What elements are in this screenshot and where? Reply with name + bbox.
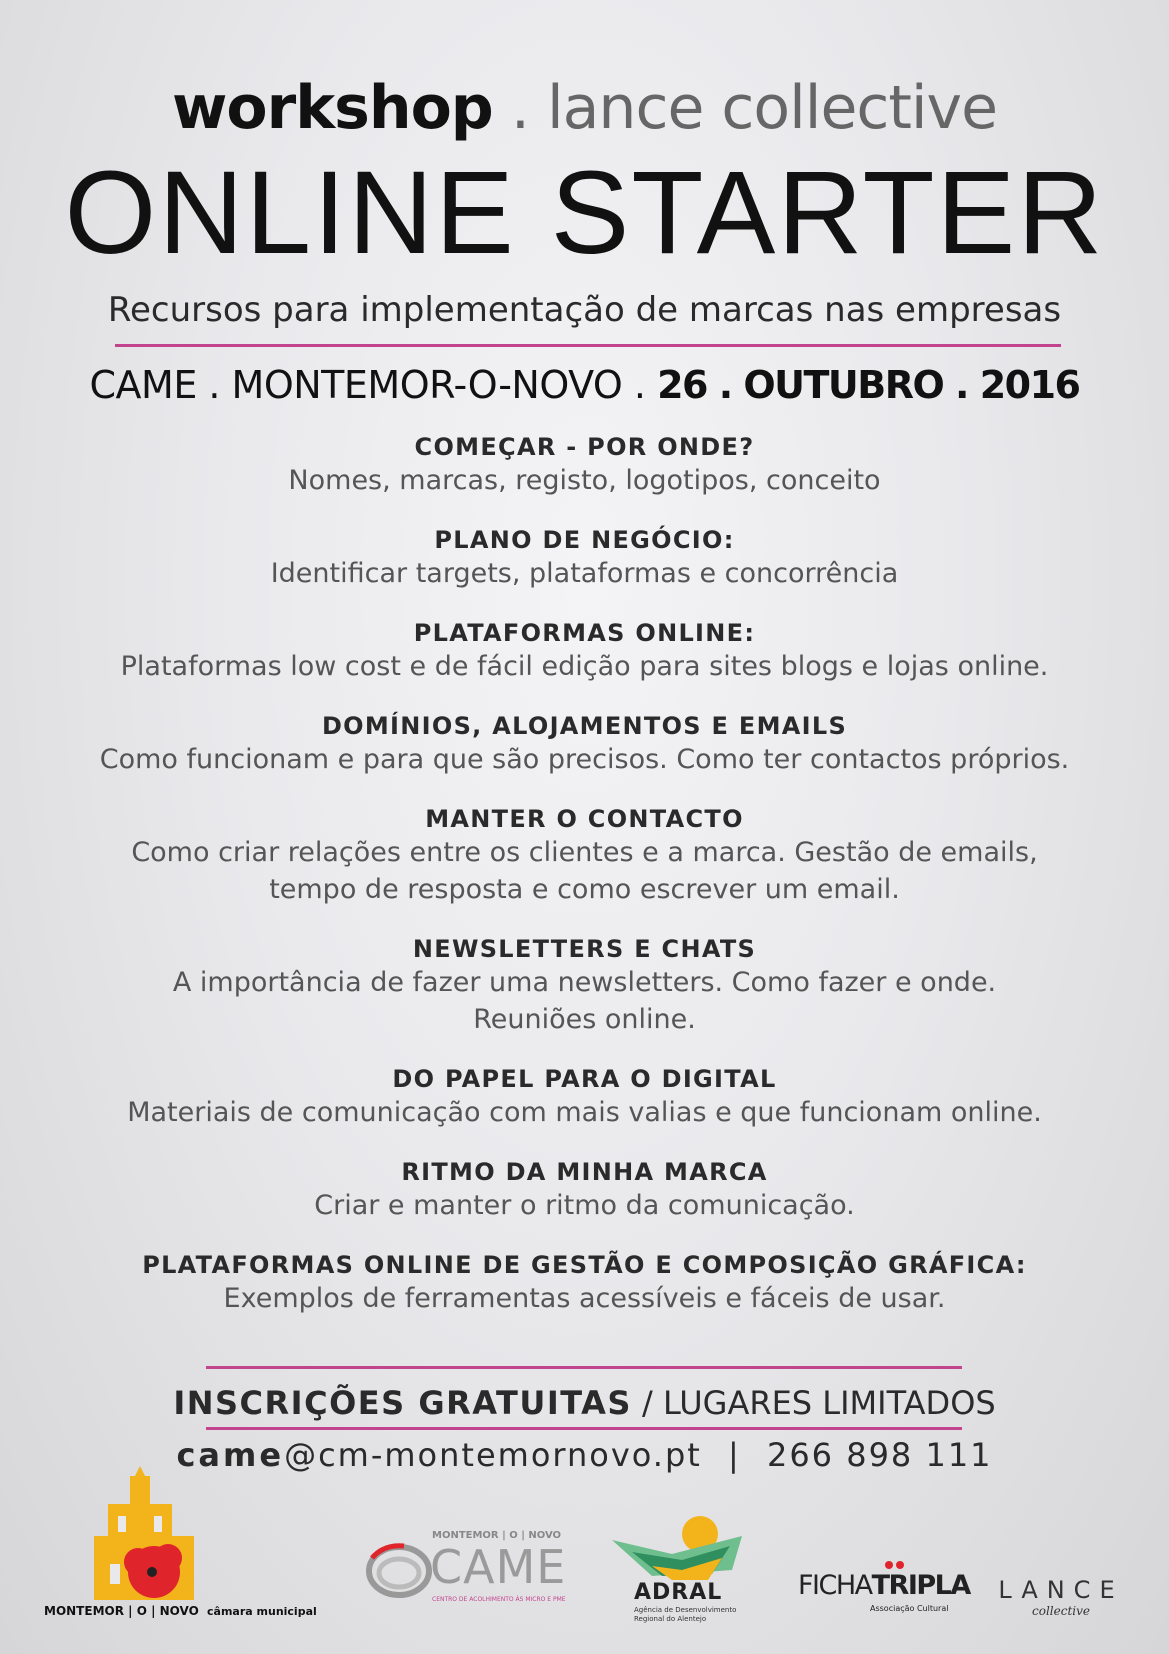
came-swirl-icon	[364, 1536, 434, 1606]
brand-name: lance collective	[546, 73, 997, 143]
workshop-word: workshop	[172, 73, 493, 143]
topic-description: Como funcionam e para que são precisos. Como ter contactos próprios.	[99, 744, 1070, 775]
topic-description: A importância de fazer uma newsletters. Como fazer e onde.	[172, 967, 997, 998]
workshop-headline	[0, 72, 1169, 144]
contact-phone[interactable]: 266 898 111	[766, 1436, 993, 1474]
topic-description: Identificar targets, plataformas e concorrência	[270, 558, 899, 589]
topic-item	[0, 525, 1169, 592]
came-tag: CENTRO DE ACOLHIMENTO ÀS MICRO E PME	[432, 1596, 566, 1603]
adral-landscape-icon	[612, 1510, 742, 1582]
topic-item	[0, 1250, 1169, 1317]
topic-heading: DOMÍNIOS, ALOJAMENTOS E EMAILS	[321, 712, 848, 740]
montemor-tag: câmara municipal	[207, 1605, 317, 1618]
contact-divider: |	[728, 1436, 741, 1474]
divider-top	[115, 344, 1061, 347]
topic-heading: RITMO DA MINHA MARCA	[401, 1158, 768, 1186]
email-domain: @cm-montemornovo.pt	[284, 1436, 702, 1474]
topic-heading: NEWSLETTERS E CHATS	[412, 935, 757, 963]
montemor-name: MONTEMOR | O | NOVO	[44, 1604, 199, 1618]
page-title: ONLINE STARTER	[64, 147, 1105, 279]
topic-item	[0, 432, 1169, 499]
adral-tag2: Regional do Alentejo	[634, 1615, 707, 1623]
topic-heading: PLATAFORMAS ONLINE DE GESTÃO E COMPOSIÇÃO GRÁFICA:	[142, 1251, 1027, 1279]
lance-logo	[996, 1576, 1126, 1626]
montemor-logo	[40, 1466, 330, 1626]
adral-logo	[612, 1510, 752, 1626]
fichatripla-dots-icon	[884, 1560, 906, 1570]
came-name: CAME	[430, 1540, 567, 1594]
topic-description: Como criar relações entre os clientes e a marca. Gestão de emails,	[131, 837, 1038, 868]
fichatripla-name2: TRIPLA	[871, 1570, 970, 1601]
divider-registration-bottom	[206, 1427, 962, 1430]
topic-item	[0, 1064, 1169, 1131]
topic-heading: MANTER O CONTACTO	[425, 805, 744, 833]
topic-item	[0, 618, 1169, 685]
topic-item	[0, 1157, 1169, 1224]
topic-description: Exemplos de ferramentas acessíveis e fáceis de usar.	[223, 1283, 946, 1314]
came-logo	[364, 1530, 574, 1620]
lance-tag: collective	[1032, 1604, 1090, 1618]
registration-free: INSCRIÇÕES GRATUITAS	[173, 1384, 632, 1422]
topic-heading: COMEÇAR - POR ONDE?	[414, 433, 755, 461]
venue: CAME . MONTEMOR-O-NOVO .	[89, 363, 646, 407]
topic-item	[0, 804, 1169, 908]
topic-description: tempo de resposta e como escrever um email.	[269, 874, 900, 905]
topic-heading: DO PAPEL PARA O DIGITAL	[392, 1065, 777, 1093]
topic-list	[0, 432, 1169, 1343]
headline-separator: .	[510, 73, 529, 143]
topic-description: Plataformas low cost e de fácil edição para sites blogs e lojas online.	[120, 651, 1049, 682]
event-date: 26 . OUTUBRO . 2016	[657, 363, 1080, 407]
registration-line	[0, 1382, 1169, 1424]
topic-description: Reuniões online.	[473, 1004, 696, 1035]
registration-limited: / LUGARES LIMITADOS	[642, 1384, 996, 1422]
came-top: MONTEMOR | O | NOVO	[432, 1530, 562, 1541]
venue-date	[0, 362, 1169, 408]
lance-name: LANCE	[998, 1576, 1124, 1604]
castle-poppy-icon	[88, 1466, 208, 1606]
topic-description: Nomes, marcas, registo, logotipos, conceito	[288, 465, 881, 496]
topic-item	[0, 934, 1169, 1038]
topic-heading: PLANO DE NEGÓCIO:	[434, 526, 735, 554]
topic-description: Materiais de comunicação com mais valias e que funcionam online.	[127, 1097, 1042, 1128]
fichatripla-tag: Associação Cultural	[870, 1604, 949, 1613]
fichatripla-logo	[798, 1560, 970, 1620]
topic-item	[0, 711, 1169, 778]
adral-tag1: Agência de Desenvolvimento	[634, 1606, 737, 1614]
subtitle: Recursos para implementação de marcas nas empresas	[107, 290, 1062, 330]
adral-name: ADRAL	[634, 1580, 723, 1605]
fichatripla-name1: FICHA	[798, 1570, 872, 1601]
topic-heading: PLATAFORMAS ONLINE:	[413, 619, 756, 647]
email-user: came	[176, 1436, 285, 1474]
divider-registration-top	[206, 1366, 962, 1369]
topic-description: Criar e manter o ritmo da comunicação.	[314, 1190, 855, 1221]
